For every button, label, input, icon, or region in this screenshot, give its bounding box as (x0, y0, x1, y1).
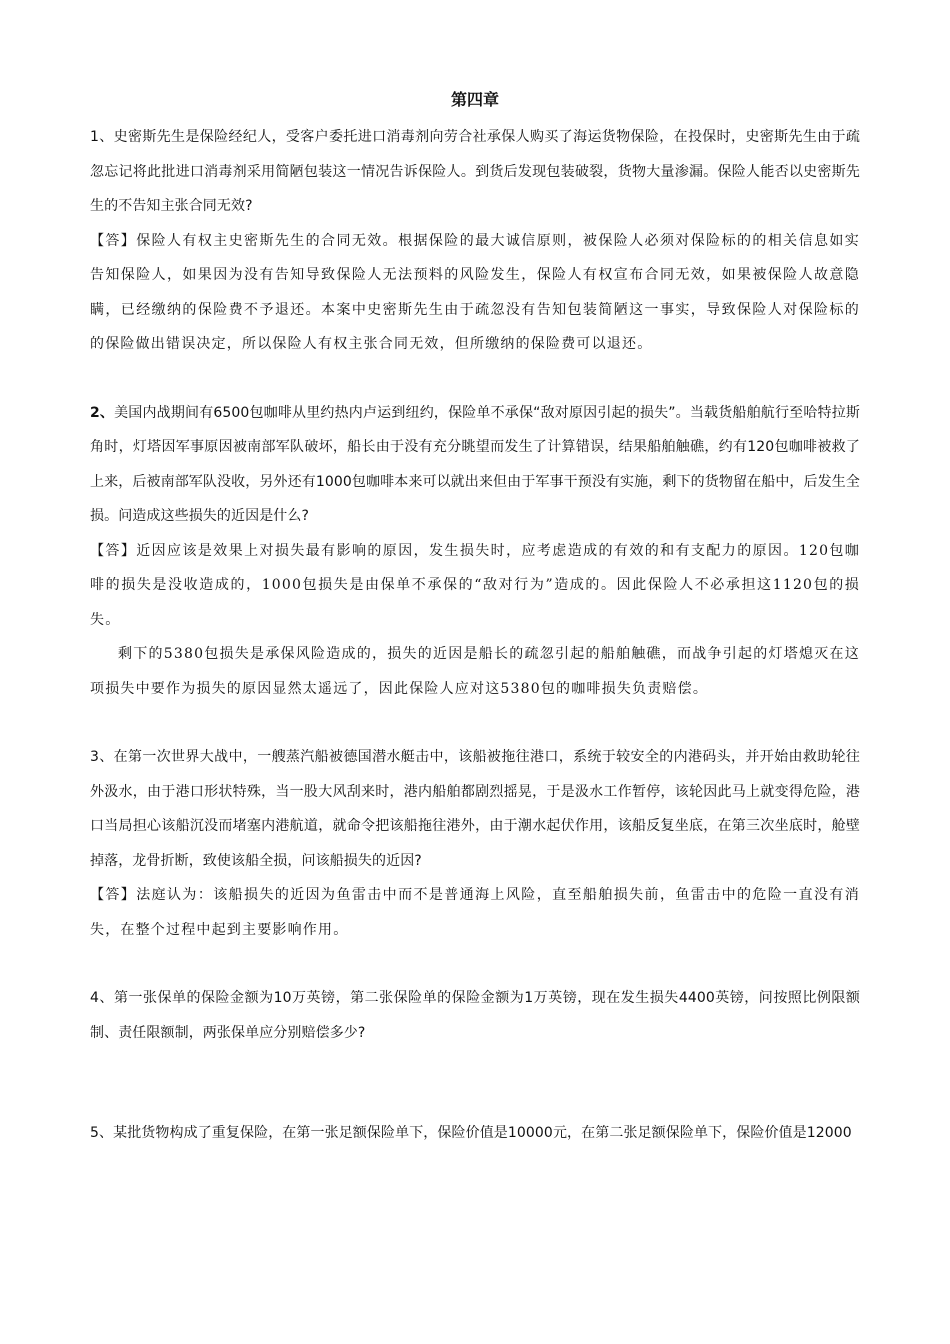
chapter-title: 第四章 (450, 90, 499, 109)
question-5 (90, 1116, 860, 1151)
question-3-number: 3、 (90, 749, 114, 765)
question-2-number: 2、 (90, 404, 115, 421)
answer-3: 【答】法庭认为：该船损失的近因为鱼雷击中而不是普通海上风险，直至船舶损失前，鱼雷击中的危险一直没有消失，在整个过程中起到主要影响作用。 (90, 887, 860, 938)
answer-1: 【答】保险人有权主史密斯先生的合同无效。根据保险的最大诚信原则，被保险人必须对保险标的的相关信息如实告知保险人，如果因为没有告知导致保险人无法预料的风险发生，保险人有权宣布合同无效，如果被保险人故意隐瞒，已经缴纳的保险费不予退还。本案中史密斯先生由于疏忽没有告知包装简陋这一事实，导致保险人对保险标的的保险做出错误决定，所以保险人有权主张合同无效，但所缴纳的保险费可以退还。 (90, 232, 860, 352)
question-4 (90, 981, 860, 1050)
question-3 (90, 740, 860, 878)
question-1 (90, 120, 860, 224)
question-5-number: 5、 (90, 1125, 114, 1141)
spacer (90, 1050, 860, 1116)
answer-2: 【答】近因应该是效果上对损失最有影响的原因，发生损失时，应考虑造成的有效的和有支配力的原因。120包咖啡的损失是没收造成的，1000包损失是由保单不承保的“敌对行为”造成的。因此保险人不必承担这1120包的损失。 (90, 542, 860, 628)
question-1-number: 1、 (90, 129, 114, 145)
question-2 (90, 396, 860, 534)
question-3-text: 在第一次世界大战中，一艘蒸汽船被德国潜水艇击中，该船被拖往港口，系统于较安全的内港码头，并开始由救助轮往外汲水，由于港口形状特殊，当一股大风刮来时，港内船舶都剧烈摇晃，于是汲水工作暂停，该轮因此马上就变得危险，港口当局担心该船沉没而堵塞内港航道，就命令把该船拖往港外，由于潮水起伏作用，该船反复坐底，在第三次坐底时，舱壁掉落，龙骨折断，致使该船全损，问该船损失的近因? (90, 749, 860, 869)
spacer (90, 706, 860, 740)
spacer (90, 362, 860, 396)
question-1-text: 史密斯先生是保险经纪人，受客户委托进口消毒剂向劳合社承保人购买了海运货物保险，在投保时，史密斯先生由于疏忽忘记将此批进口消毒剂采用简陋包装这一情况告诉保险人。到货后发现包装破裂，货物大量渗漏。保险人能否以史密斯先生的不告知主张合同无效? (90, 129, 860, 214)
question-5-text: 某批货物构成了重复保险，在第一张足额保险单下，保险价值是10000元，在第二张足额保险单下，保险价值是12000 (113, 1125, 852, 1141)
spacer (90, 947, 860, 981)
question-2-text: 美国内战期间有6500包咖啡从里约热内卢运到纽约，保险单不承保“敌对原因引起的损失”。当载货船舶航行至哈特拉斯角时，灯塔因军事原因被南部军队破坏，船长由于没有充分眺望而发生了计算错误，结果船舶触礁，约有120包咖啡被救了上来，后被南部军队没收，另外还有1000包咖啡本来可以就出来但由于军事干预没有实施，剩下的货物留在船中，后发生全损。问造成这些损失的近因是什么? (90, 404, 860, 524)
answer-2-continued: 剩下的5380包损失是承保风险造成的，损失的近因是船长的疏忽引起的船舶触礁，而战争引起的灯塔熄灭在这项损失中要作为损失的原因显然太遥远了，因此保险人应对这5380包的咖啡损失负责赔偿。 (90, 646, 860, 697)
question-4-number: 4、 (90, 990, 114, 1006)
question-4-text: 第一张保单的保险金额为10万英镑，第二张保险单的保险金额为1万英镑，现在发生损失4400英镑，问按照比例限额制、责任限额制，两张保单应分别赔偿多少? (90, 990, 860, 1041)
